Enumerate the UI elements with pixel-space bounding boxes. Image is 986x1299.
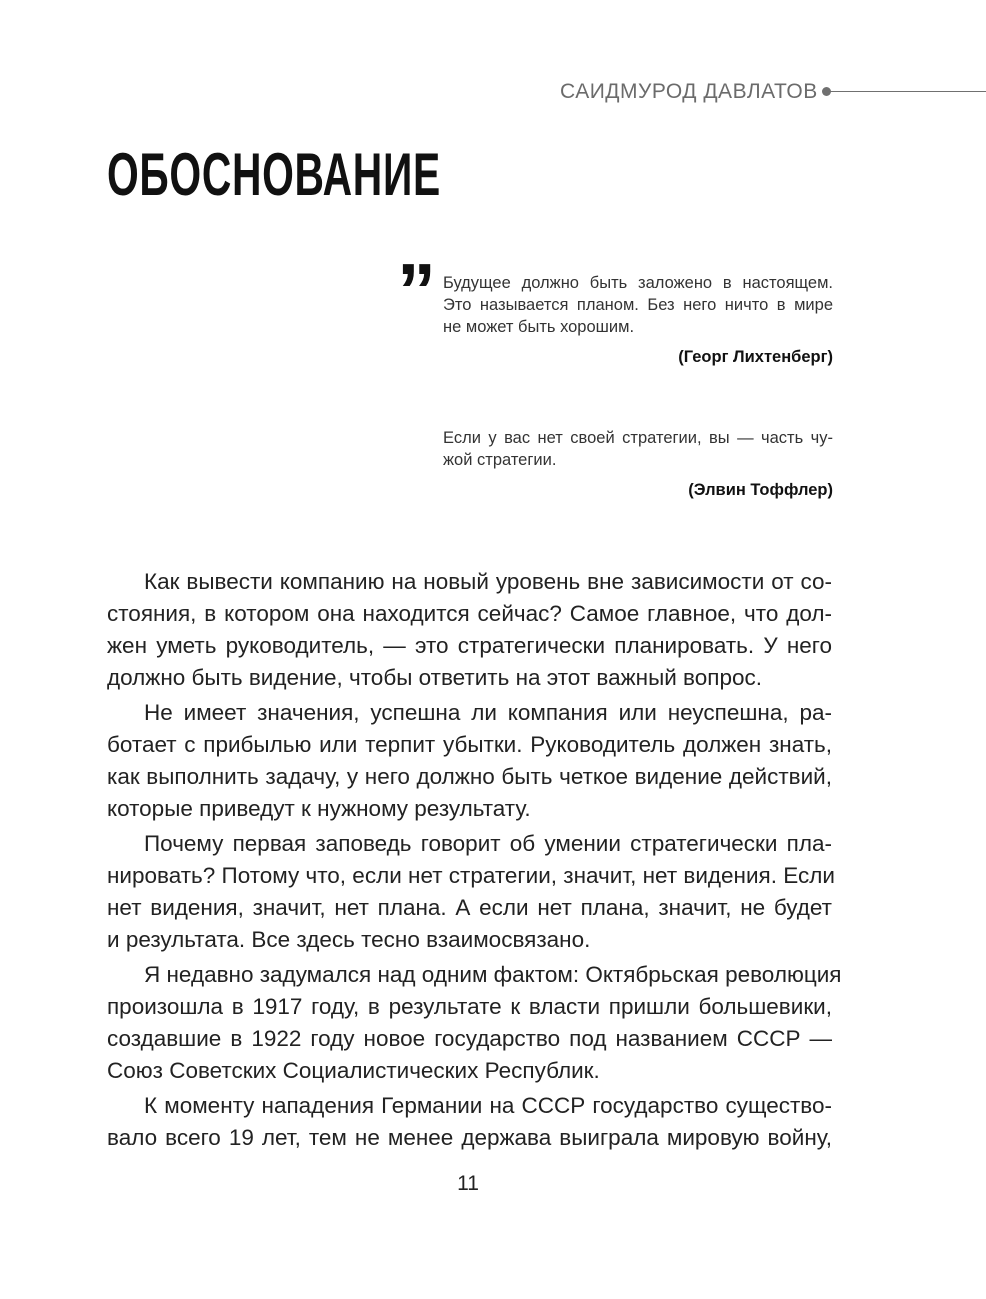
header-rule (830, 91, 986, 92)
text-line: стояния, в котором она находится сейчас? Самое главное, что дол- (107, 601, 832, 626)
chapter-title: ОБОСНОВАНИЕ (107, 141, 441, 208)
text-line: жен уметь руководитель, — это стратегически планировать. У него (107, 633, 832, 658)
text-line: которые приведут к нужному результату. (107, 796, 531, 821)
text-line: вало всего 19 лет, тем не менее держава выиграла мировую войну, (107, 1125, 832, 1150)
running-header-author: САИДМУРОД ДАВЛАТОВ (560, 80, 818, 103)
text-line: должно быть видение, чтобы ответить на этот важный вопрос. (107, 665, 762, 690)
quote-line: жой стратегии. (443, 451, 557, 469)
quote-line: не может быть хорошим. (443, 318, 635, 336)
text-line: как выполнить задачу, у него должно быть четкое видение действий, (107, 764, 832, 789)
body-text (107, 566, 842, 1157)
paragraph (107, 566, 832, 694)
text-line: нировать? Потому что, если нет стратегии, значит, нет видения. Если (107, 863, 835, 888)
text-line: и результата. Все здесь тесно взаимосвязано. (107, 927, 591, 952)
quote-author: (Элвин Тоффлер) (688, 481, 833, 499)
text-line: Как вывести компанию на новый уровень вне зависимости от со- (144, 569, 832, 594)
paragraph (107, 1090, 832, 1154)
quote-line: Это называется планом. Без него ничто в мире (443, 296, 833, 314)
quote-mark-icon: ” (397, 247, 430, 335)
paragraph (107, 697, 832, 825)
text-line: нет видения, значит, нет плана. А если нет плана, значит, не будет (107, 895, 832, 920)
text-line: Почему первая заповедь говорит об умении стратегически пла- (144, 831, 832, 856)
quote-author: (Георг Лихтенберг) (678, 348, 833, 366)
text-line: произошла в 1917 году, в результате к власти пришли большевики, (107, 994, 832, 1019)
epigraph-1 (443, 272, 833, 368)
page-number: 11 (457, 1172, 479, 1195)
text-line: Союз Советских Социалистических Республик. (107, 1058, 600, 1083)
text-line: создавшие в 1922 году новое государство под названием СССР — (107, 1026, 832, 1051)
text-line: Я недавно задумался над одним фактом: Октябрьская революция (144, 962, 842, 987)
text-line: ботает с прибылью или терпит убытки. Руководитель должен знать, (107, 732, 832, 757)
paragraph (107, 828, 835, 956)
text-line: К моменту нападения Германии на СССР государство существо- (144, 1093, 832, 1118)
text-line: Не имеет значения, успешна ли компания или неуспешна, ра- (144, 700, 832, 725)
quote-line: Если у вас нет своей стратегии, вы — часть чу- (443, 429, 833, 447)
quote-line: Будущее должно быть заложено в настоящем. (443, 274, 833, 292)
paragraph (107, 959, 842, 1087)
epigraph-2 (443, 427, 833, 501)
